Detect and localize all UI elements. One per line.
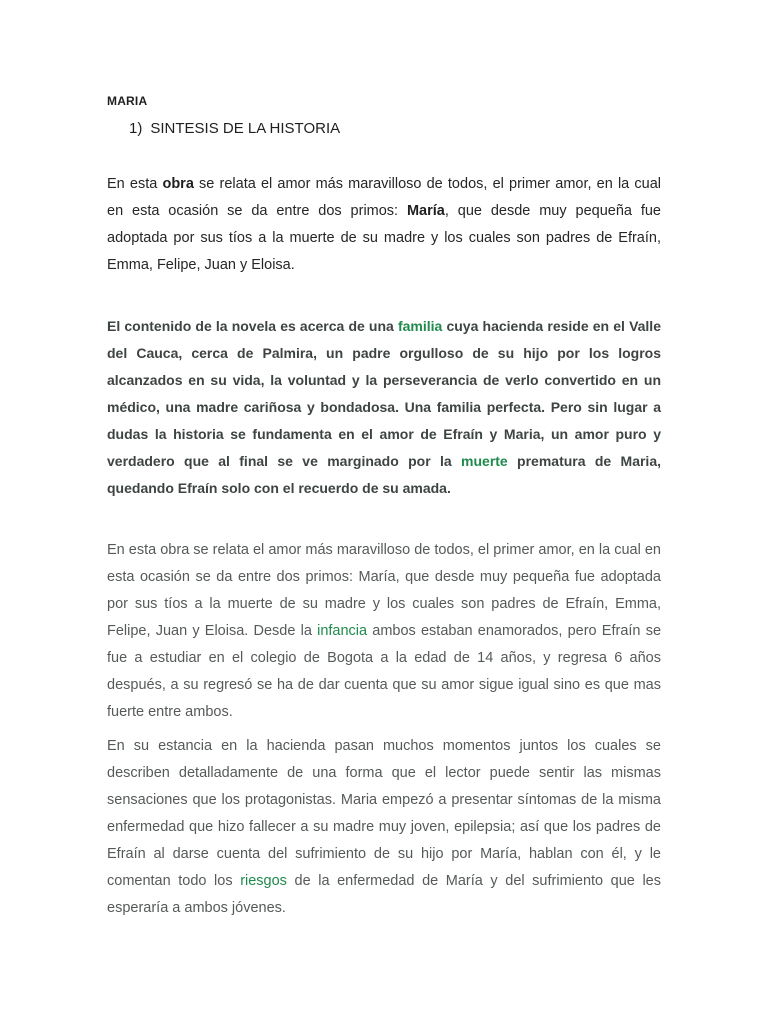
paragraph-summary <box>107 537 661 726</box>
paragraph-content <box>107 313 661 502</box>
paragraph-text: de la enfermedad de María y del sufrimiento que les esperaría a ambos jóvenes. <box>107 873 661 916</box>
document-title: MARIA <box>107 94 148 108</box>
paragraph-text: En esta obra se relata el amor más maravilloso de todos, el primer amor, en la cual en esta ocasión se da entre dos primos: María, que desde muy pequeña fue adoptada por sus tíos a la muerte de su madre y los cuales son padres de Efraín, Emma, Felipe, Juan y Eloisa. Desde la <box>107 542 661 639</box>
section-heading-text: SINTESIS DE LA HISTORIA <box>150 120 341 137</box>
link-muerte[interactable]: muerte <box>461 453 508 469</box>
paragraph-intro <box>107 171 661 279</box>
paragraph-text: prematura de Maria, quedando Efraín solo con el recuerdo de su amada. <box>107 453 662 496</box>
paragraph-text: ambos estaban enamorados, pero Efraín se fue a estudiar en el colegio de Bogota a la edad de 14 años, y regresa 6 años después, a su regresó se ha de dar cuenta que su amor sigue igual sino es que mas fuerte entre ambos. <box>107 623 662 720</box>
link-riesgos[interactable]: riesgos <box>240 873 287 889</box>
link-familia[interactable]: familia <box>397 318 443 334</box>
paragraph-text: cuya hacienda reside en el Valle del Cauca, cerca de Palmira, un padre orgulloso de su hijo por los logros alcanzados en su vida, la voluntad y la perseverancia de verlo convertido en un médico, una madre cariñosa y bondadosa. Una familia perfecta. Pero sin lugar a dudas la historia se fundamenta en el amor de Efraín y Maria, un amor puro y verdadero que al final se ve marginado por la <box>107 318 661 469</box>
section-heading <box>129 120 340 137</box>
link-infancia[interactable]: infancia <box>317 623 368 639</box>
paragraph-text: En su estancia en la hacienda pasan muchos momentos juntos los cuales se describen detalladamente de una forma que el lector puede sentir las mismas sensaciones que los protagonistas. Maria empezó a presentar síntomas de la misma enfermedad que hizo fallecer a su madre muy joven, epilepsia; así que los padres de Efraín al darse cuenta del sufrimiento de su hijo por María, hablan con él, y le comentan todo los <box>107 738 661 889</box>
bold-word-obra: obra <box>162 176 194 192</box>
paragraph-stay <box>107 733 661 922</box>
section-number: 1) <box>129 120 143 137</box>
paragraph-text: El contenido de la novela es acerca de una <box>107 318 398 334</box>
paragraph-text: se relata el amor más maravilloso de todos, el primer amor, en la cual en esta ocasión se da entre dos primos: <box>107 176 662 219</box>
paragraph-text: En esta <box>107 176 163 192</box>
paragraph-text: , que desde muy pequeña fue adoptada por sus tíos a la muerte de su madre y los cuales son padres de Efraín, Emma, Felipe, Juan y Eloisa. <box>107 203 661 273</box>
bold-word-maria: María <box>406 203 445 219</box>
